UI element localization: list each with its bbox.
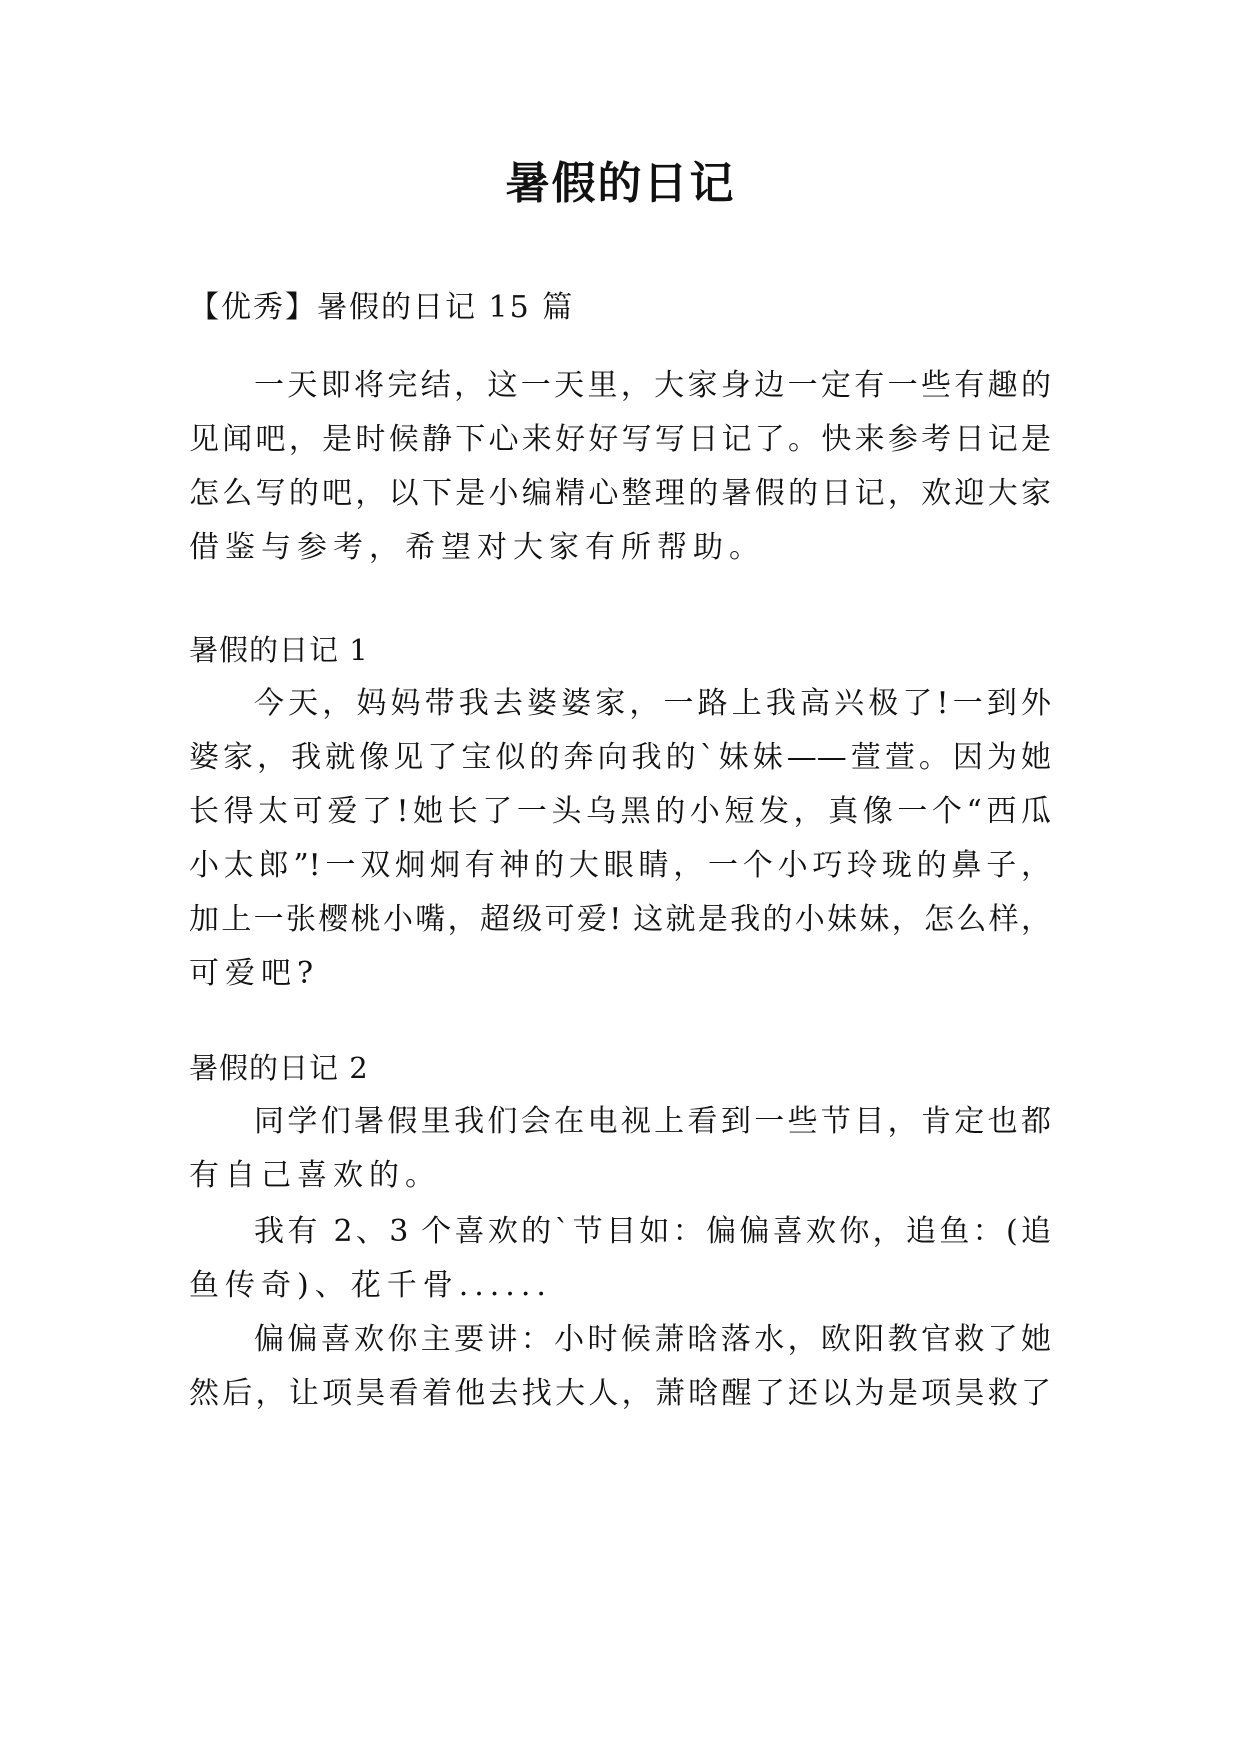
intro-line: 怎么写的吧，以下是小编精心整理的暑假的日记，欢迎大家 <box>189 476 1051 511</box>
entry-line: 可爱吧? <box>189 956 320 991</box>
entry-line: 婆家，我就像见了宝似的奔向我的`妹妹——萱萱。因为她 <box>189 740 1051 775</box>
document-title: 暑假的日记 <box>505 158 736 209</box>
entry-heading: 暑假的日记 1 <box>189 633 369 667</box>
document-subtitle: 【优秀】暑假的日记 15 篇 <box>189 290 575 325</box>
entry-line: 长得太可爱了!她长了一头乌黑的小短发，真像一个“西瓜 <box>189 794 1051 829</box>
entry-line: 偏偏喜欢你主要讲：小时候萧晗落水，欧阳教官救了她 <box>254 1322 1051 1357</box>
entry-line: 小太郎”!一双炯炯有神的大眼睛，一个小巧玲珑的鼻子， <box>189 848 1051 883</box>
entry-line: 有自己喜欢的。 <box>189 1158 441 1193</box>
entry-line: 我有 2、3 个喜欢的`节目如：偏偏喜欢你，追鱼：(追 <box>254 1214 1051 1249</box>
entry-line: 同学们暑假里我们会在电视上看到一些节目，肯定也都 <box>254 1104 1051 1139</box>
entry-line: 鱼传奇)、花千骨...... <box>189 1268 552 1303</box>
intro-line: 借鉴与参考，希望对大家有所帮助。 <box>189 530 765 565</box>
entry-line: 然后，让项昊看着他去找大人，萧晗醒了还以为是项昊救了 <box>189 1376 1051 1411</box>
entry-line: 加上一张樱桃小嘴，超级可爱! 这就是我的小妹妹，怎么样， <box>189 902 1051 937</box>
intro-line: 一天即将完结，这一天里，大家身边一定有一些有趣的 <box>254 368 1051 403</box>
entry-line: 今天，妈妈带我去婆婆家，一路上我高兴极了!一到外 <box>254 686 1051 721</box>
entry-heading: 暑假的日记 2 <box>189 1051 369 1085</box>
intro-line: 见闻吧，是时候静下心来好好写写日记了。快来参考日记是 <box>189 422 1051 457</box>
